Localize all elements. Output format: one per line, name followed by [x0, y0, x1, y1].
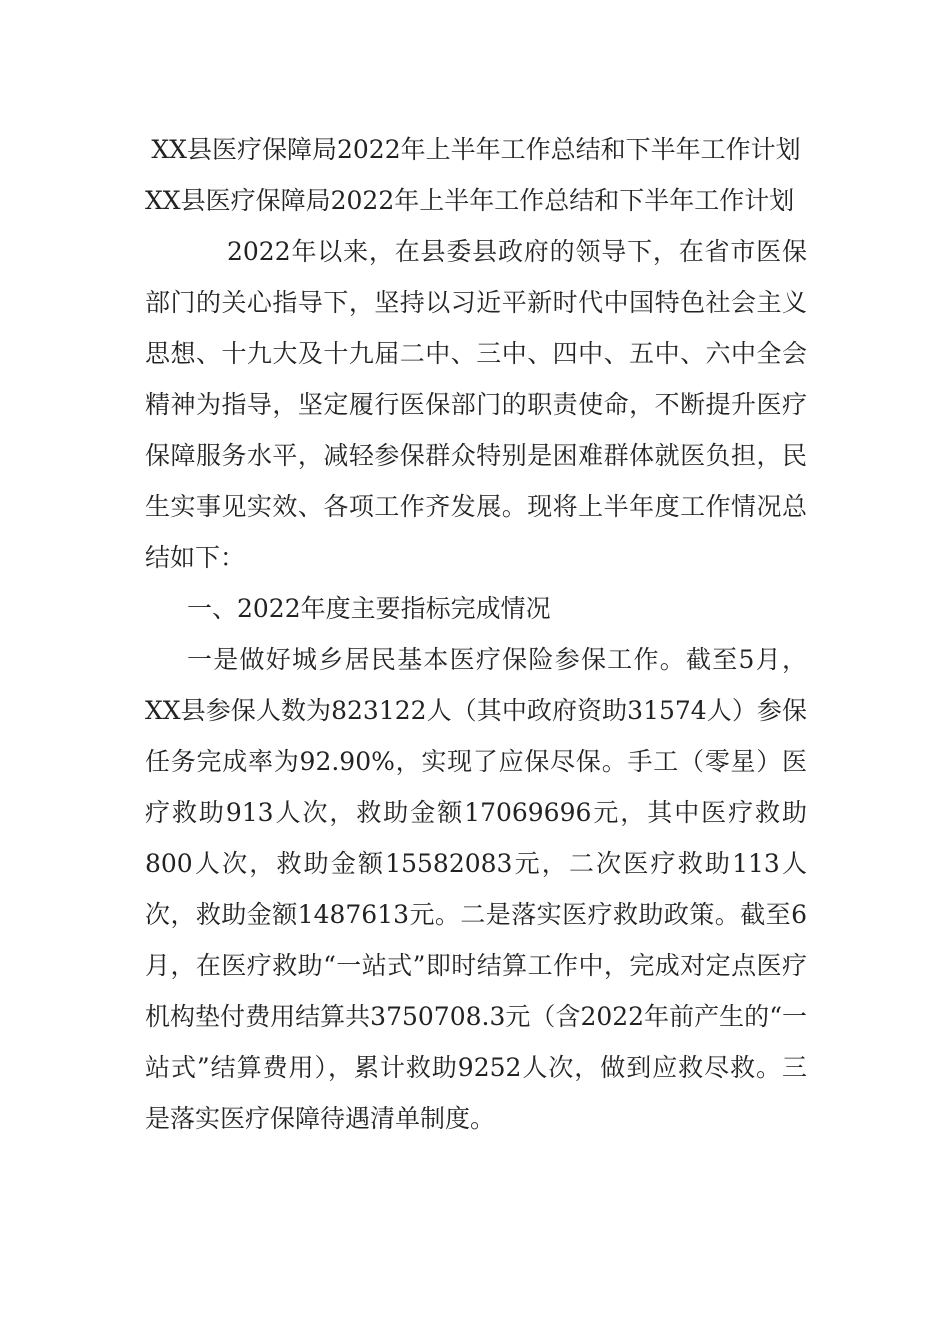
- intro-paragraph: 2022年以来，在县委县政府的领导下，在省市医保部门的关心指导下，坚持以习近平新时代中国特色社会主义思想、十九大及十九届二中、三中、四中、五中、六中全会精神为指导，坚定履行医保部门的职责使命，不断提升医疗保障服务水平，减轻参保群众特别是困难群体就医负担，民生实事见实效、各项工作齐发展。现将上半年度工作情况总结如下：: [145, 237, 807, 572]
- document-title: XX县医疗保障局2022年上半年工作总结和下半年工作计划: [151, 135, 801, 164]
- document-subtitle: XX县医疗保障局2022年上半年工作总结和下半年工作计划: [145, 186, 795, 215]
- document-page: [145, 124, 807, 1144]
- section-body-paragraph: 一是做好城乡居民基本医疗保险参保工作。截至5月，XX县参保人数为823122人（其中政府资助31574人）参保任务完成率为92.90%，实现了应保尽保。手工（零星）医疗救助913人次，救助金额17069696元，其中医疗救助800人次，救助金额15582083元，二次医疗救助113人次，救助金额1487613元。二是落实医疗救助政策。截至6月，在医疗救助“一站式”即时结算工作中，完成对定点医疗机构垫付费用结算共3750708.3元（含2022年前产生的“一站式”结算费用），累计救助9252人次，做到应救尽救。三是落实医疗保障待遇清单制度。: [145, 645, 807, 1133]
- section-heading: 一、2022年度主要指标完成情况: [187, 594, 551, 623]
